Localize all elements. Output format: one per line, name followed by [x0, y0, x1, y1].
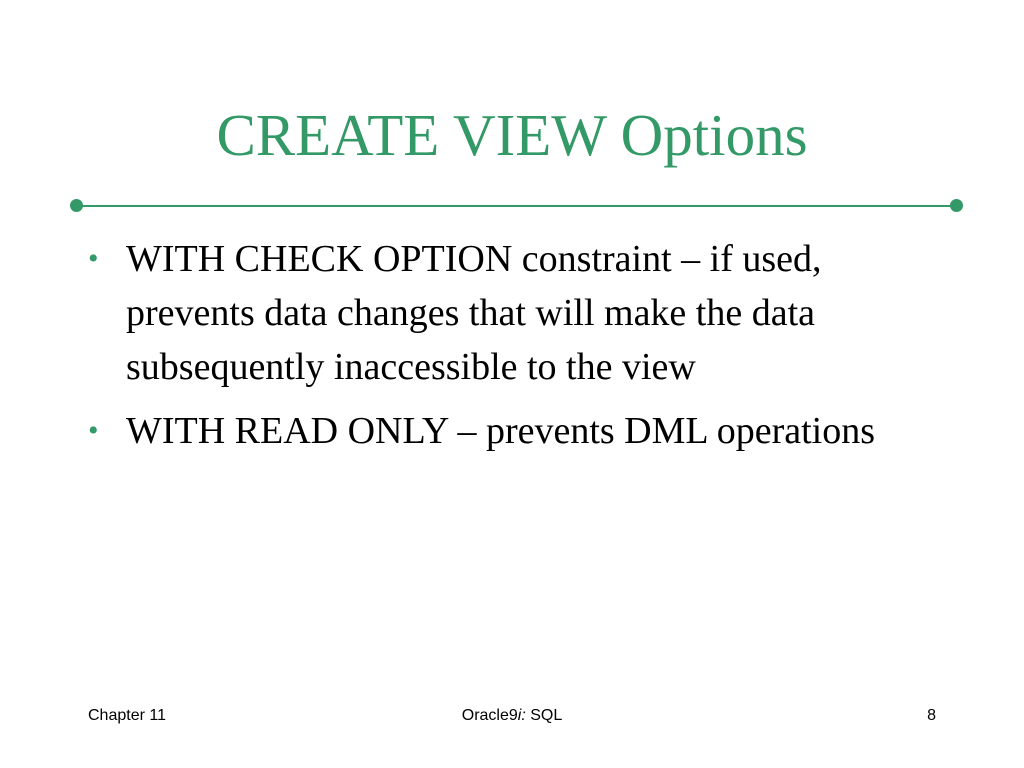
bullet-icon: •	[88, 242, 99, 275]
footer-course-title	[0, 706, 1024, 726]
bullet-item	[88, 232, 928, 394]
bullet-icon: •	[88, 414, 99, 447]
footer-course-italic: i:	[517, 707, 526, 724]
bullet-item	[88, 404, 928, 458]
bullet-list	[88, 232, 928, 468]
footer-page-number: 8	[927, 707, 936, 724]
slide-title: CREATE VIEW Options	[216, 102, 808, 168]
title-divider	[76, 205, 956, 207]
footer-course-suffix: SQL	[525, 707, 563, 724]
bullet-text: WITH READ ONLY – prevents DML operations	[126, 410, 875, 452]
divider-right-dot	[950, 199, 963, 212]
bullet-text: WITH CHECK OPTION constraint – if used, prevents data changes that will make the data subsequently inaccessible to the view	[126, 238, 822, 388]
footer-chapter: Chapter 11	[88, 707, 166, 724]
footer-course-prefix: Oracle9	[461, 707, 518, 724]
